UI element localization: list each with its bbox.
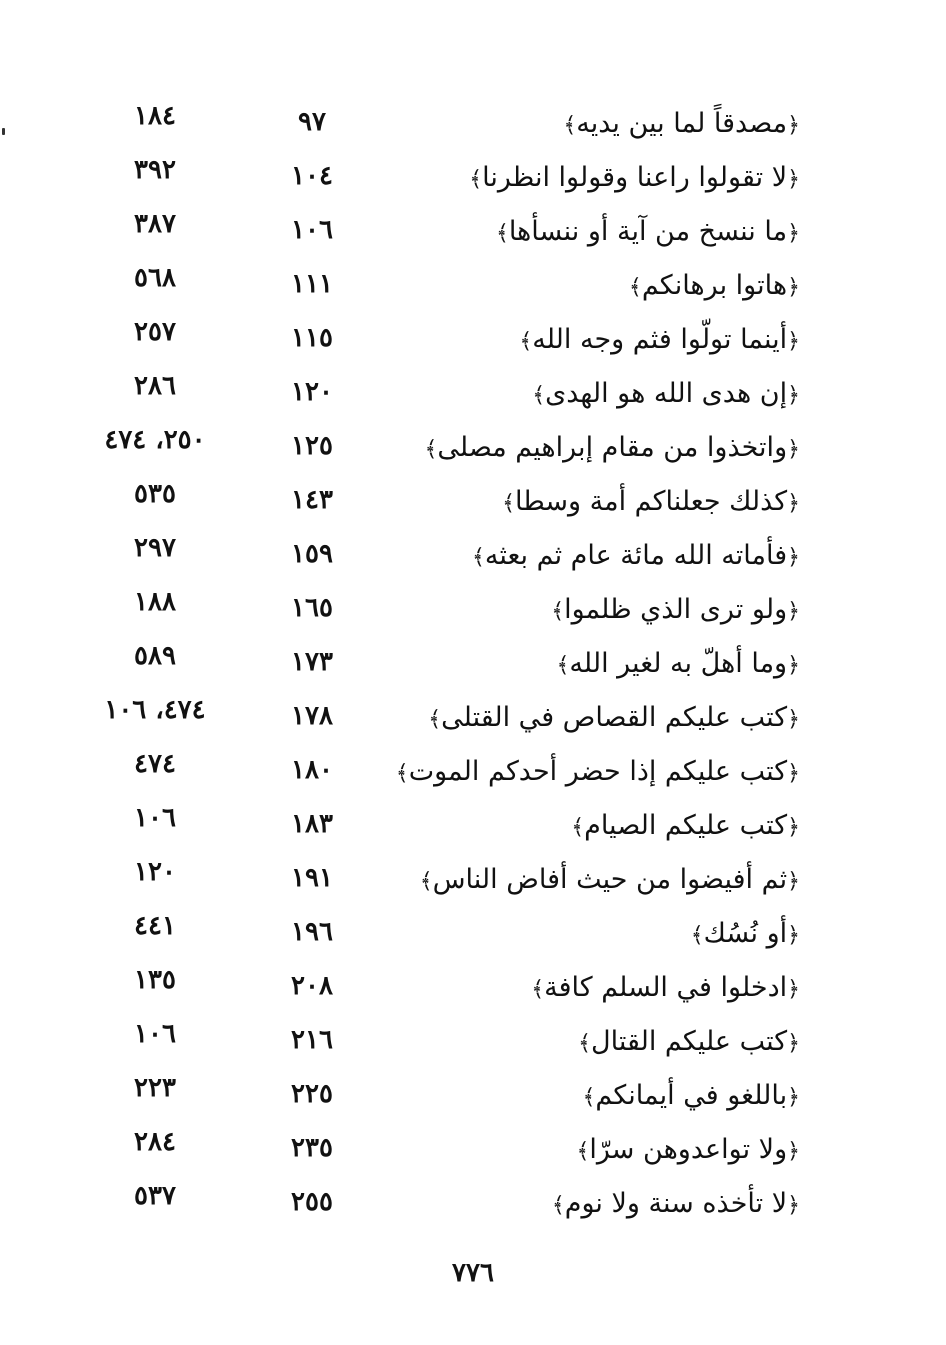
ornate-bracket-open: ﴿ <box>787 221 800 246</box>
ayah-number: ١٧٣ <box>291 647 333 677</box>
index-row <box>80 258 800 312</box>
verse-label: ثم أفيضوا من حيث أفاض الناس <box>432 864 788 895</box>
ornate-bracket-open: ﴿ <box>787 923 800 948</box>
ayah-number: ١٠٦ <box>291 215 333 245</box>
ornate-bracket-close: ﴾ <box>563 113 577 138</box>
index-row <box>80 960 800 1014</box>
ayah-number: ٩٧ <box>298 107 326 137</box>
ornate-bracket-open: ﴿ <box>787 491 800 516</box>
index-row <box>80 96 800 150</box>
ornate-bracket-close: ﴾ <box>471 545 485 570</box>
verse-text <box>551 590 800 632</box>
index-row <box>80 366 800 420</box>
index-row <box>80 690 800 744</box>
verse-text <box>396 752 800 794</box>
ornate-bracket-close: ﴾ <box>578 1031 591 1056</box>
ornate-bracket-close: ﴾ <box>551 599 565 624</box>
ornate-bracket-close: ﴾ <box>576 1139 590 1164</box>
page-references: ٢٩٧ <box>134 533 176 563</box>
verse-text <box>532 374 800 416</box>
ornate-bracket-open: ﴿ <box>787 1193 800 1218</box>
index-row <box>80 1068 800 1122</box>
verse-label: ادخلوا في السلم كافة <box>544 972 788 1003</box>
ayah-number: ١٧٨ <box>291 701 333 731</box>
page-references: ٢٢٣ <box>134 1073 176 1103</box>
ornate-bracket-close: ﴾ <box>502 491 516 516</box>
ornate-bracket-close: ﴾ <box>531 977 545 1002</box>
ornate-bracket-open: ﴿ <box>787 761 800 786</box>
verse-text <box>531 968 800 1010</box>
verse-text <box>425 428 800 470</box>
ornate-bracket-open: ﴿ <box>787 383 800 408</box>
verse-text <box>428 698 800 740</box>
page-references: ١٠٦ <box>134 1019 176 1049</box>
page-references: ٣٨٧ <box>134 209 176 239</box>
verse-label: كذلك جعلناكم أمة وسطا <box>515 486 788 517</box>
ayah-number: ١٤٣ <box>291 485 333 515</box>
index-row <box>80 906 800 960</box>
index-row <box>80 1014 800 1068</box>
page-references: ٥٦٨ <box>134 263 176 293</box>
ornate-bracket-open: ﴿ <box>787 113 800 138</box>
ayah-number: ٢٣٥ <box>291 1133 333 1163</box>
verse-label: هاتوا برهانكم <box>641 270 788 301</box>
verse-label: فأماته الله مائة عام ثم بعثه <box>484 540 788 571</box>
page-number: ٧٧٦ <box>452 1258 494 1288</box>
verse-text <box>691 914 800 956</box>
ayah-number: ٢٥٥ <box>291 1187 333 1217</box>
index-row <box>80 636 800 690</box>
index-row <box>80 528 800 582</box>
verse-text <box>578 1022 800 1064</box>
index-row <box>80 204 800 258</box>
ornate-bracket-open: ﴿ <box>787 815 800 840</box>
index-row <box>80 312 800 366</box>
page-references: ٥٣٧ <box>134 1181 176 1211</box>
index-row <box>80 1176 800 1230</box>
verse-label: كتب عليكم إذا حضر أحدكم الموت <box>408 756 788 787</box>
index-row <box>80 420 800 474</box>
verse-index-table <box>80 96 800 1230</box>
ayah-number: ١٨٣ <box>291 809 333 839</box>
ayah-number: ٢٠٨ <box>291 971 333 1001</box>
verse-label: ولا تواعدوهن سرّا <box>589 1134 788 1165</box>
page-references: ٤٧٤ <box>134 749 176 779</box>
ornate-bracket-close: ﴾ <box>395 761 409 786</box>
page-references: ١٠٦ <box>134 803 176 833</box>
ornate-bracket-open: ﴿ <box>787 545 800 570</box>
verse-text <box>420 860 800 902</box>
scan-speck <box>2 128 5 135</box>
index-row <box>80 744 800 798</box>
page-references: ٢٨٦ <box>134 371 176 401</box>
index-row <box>80 150 800 204</box>
verse-label: كتب عليكم القصاص في القتلى <box>441 702 788 733</box>
page-references: ١٢٠ <box>134 857 176 887</box>
ornate-bracket-close: ﴾ <box>551 1193 565 1218</box>
page-references: ٤٧٤، ١٠٦ <box>104 695 206 725</box>
page-references: ٥٣٥ <box>134 479 176 509</box>
ornate-bracket-close: ﴾ <box>556 653 570 678</box>
ornate-bracket-close: ﴾ <box>428 707 442 732</box>
verse-text <box>571 806 800 848</box>
page-references: ٥٨٩ <box>134 641 176 671</box>
verse-text <box>563 104 800 146</box>
ayah-number: ٢٢٥ <box>291 1079 333 1109</box>
page-references: ١٣٥ <box>134 965 176 995</box>
verse-text <box>583 1076 800 1118</box>
verse-label: كتب عليكم القتال <box>590 1026 788 1057</box>
verse-label: كتب عليكم الصيام <box>584 810 788 841</box>
ayah-number: ٢١٦ <box>291 1025 333 1055</box>
verse-text <box>469 158 800 200</box>
ayah-number: ١٢٥ <box>291 431 333 461</box>
page-references: ٣٩٢ <box>134 155 176 185</box>
page-references: ١٨٤ <box>134 101 176 131</box>
ornate-bracket-open: ﴿ <box>787 869 800 894</box>
ornate-bracket-close: ﴾ <box>424 437 438 462</box>
ornate-bracket-open: ﴿ <box>787 977 800 1002</box>
verse-label: باللغو في أيمانكم <box>595 1080 788 1111</box>
verse-text <box>552 1184 800 1226</box>
ornate-bracket-close: ﴾ <box>419 869 433 894</box>
verse-label: إن هدى الله هو الهدى <box>545 378 788 409</box>
ayah-number: ١٨٠ <box>291 755 333 785</box>
ayah-number: ١١١ <box>291 269 333 299</box>
ornate-bracket-close: ﴾ <box>628 275 642 300</box>
verse-label: أو نُسُك <box>703 918 788 949</box>
index-row <box>80 852 800 906</box>
page-references: ٢٥٠، ٤٧٤ <box>104 425 206 455</box>
page-references: ٤٤١ <box>134 911 176 941</box>
ornate-bracket-close: ﴾ <box>532 383 546 408</box>
verse-label: لا تقولوا راعنا وقولوا انظرنا <box>482 162 788 193</box>
ayah-number: ١١٥ <box>291 323 333 353</box>
verse-text <box>577 1130 800 1172</box>
ornate-bracket-close: ﴾ <box>495 221 509 246</box>
ornate-bracket-open: ﴿ <box>787 167 800 192</box>
ornate-bracket-open: ﴿ <box>787 1085 800 1110</box>
index-row <box>80 582 800 636</box>
verse-label: وما أهلّ به لغير الله <box>569 648 788 679</box>
ayah-number: ١٦٥ <box>291 593 333 623</box>
ayah-number: ١٠٤ <box>291 161 333 191</box>
ornate-bracket-open: ﴿ <box>787 1139 800 1164</box>
verse-label: مصدقاً لما بين يديه <box>576 108 788 139</box>
ornate-bracket-close: ﴾ <box>469 167 483 192</box>
page-references: ٢٥٧ <box>134 317 176 347</box>
ayah-number: ١٩١ <box>291 863 333 893</box>
verse-text <box>496 212 800 254</box>
ornate-bracket-open: ﴿ <box>787 275 800 300</box>
verse-text <box>629 266 800 308</box>
index-row <box>80 474 800 528</box>
verse-label: واتخذوا من مقام إبراهيم مصلى <box>437 432 788 463</box>
ornate-bracket-open: ﴿ <box>787 1031 800 1056</box>
ornate-bracket-open: ﴿ <box>787 599 800 624</box>
ornate-bracket-open: ﴿ <box>787 437 800 462</box>
ayah-number: ١٥٩ <box>291 539 333 569</box>
verse-text <box>519 320 800 362</box>
verse-label: ما ننسخ من آية أو ننسأها <box>508 216 788 247</box>
ornate-bracket-close: ﴾ <box>519 329 533 354</box>
ornate-bracket-close: ﴾ <box>571 815 585 840</box>
index-row <box>80 798 800 852</box>
verse-text <box>557 644 800 686</box>
ayah-number: ١٩٦ <box>291 917 333 947</box>
verse-label: أينما تولّوا فثم وجه الله <box>532 324 788 355</box>
ayah-number: ١٢٠ <box>291 377 333 407</box>
ornate-bracket-close: ﴾ <box>582 1085 596 1110</box>
page-references: ١٨٨ <box>134 587 176 617</box>
ornate-bracket-open: ﴿ <box>787 329 800 354</box>
verse-text <box>502 482 800 524</box>
verse-label: لا تأخذه سنة ولا نوم <box>564 1188 788 1219</box>
verse-label: ولو ترى الذي ظلموا <box>564 594 788 625</box>
ornate-bracket-open: ﴿ <box>787 707 800 732</box>
verse-text <box>472 536 800 578</box>
ornate-bracket-close: ﴾ <box>690 923 704 948</box>
page-references: ٢٨٤ <box>134 1127 176 1157</box>
ornate-bracket-open: ﴿ <box>787 653 800 678</box>
index-row <box>80 1122 800 1176</box>
